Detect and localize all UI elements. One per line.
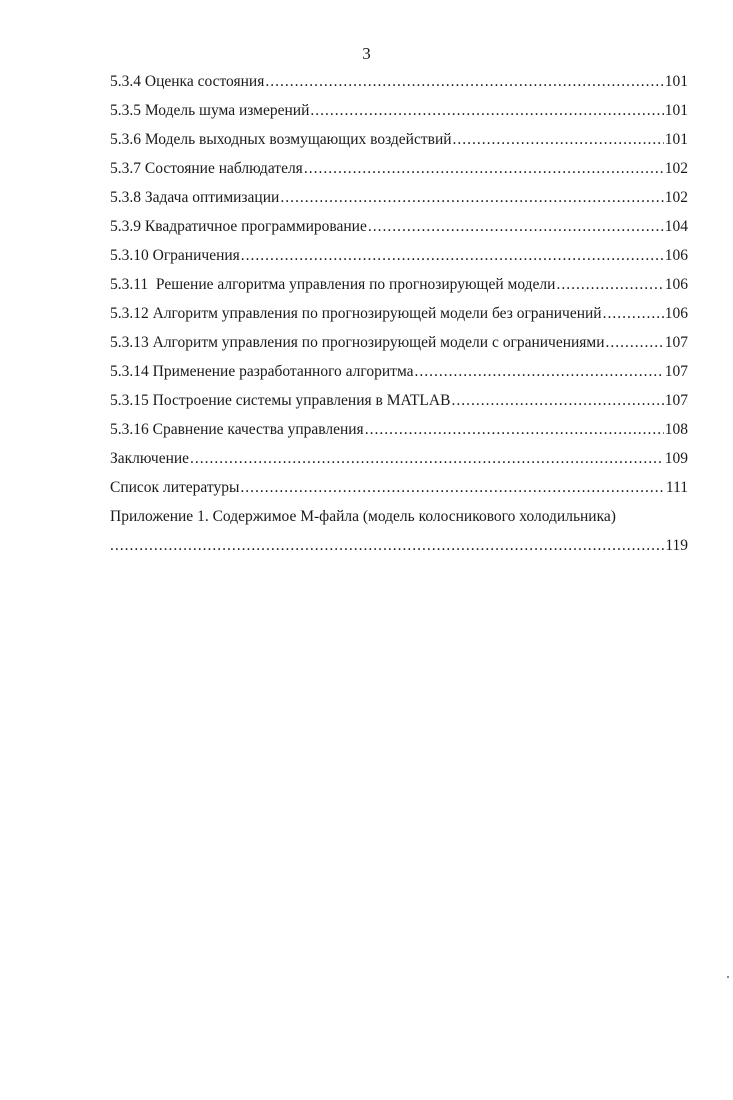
toc-dot-leader	[241, 246, 664, 265]
toc-entry-page: 109	[664, 450, 688, 467]
toc-dot-leader	[453, 130, 664, 149]
toc-entry-5-3-7[interactable]	[110, 159, 688, 188]
toc-entry-page: 111	[665, 479, 688, 496]
toc-entry-5-3-4[interactable]	[110, 72, 688, 101]
toc-entry-5-3-15[interactable]	[110, 391, 688, 420]
toc-entry-page: 102	[664, 189, 688, 206]
toc-entry-title: 5.3.11 Решение алгоритма управления по прогнозирующей модели	[110, 276, 556, 293]
toc-entry-continuation	[110, 536, 688, 565]
toc-entry-title: 5.3.10 Ограничения	[110, 247, 240, 264]
toc-entry-5-3-13[interactable]	[110, 333, 688, 362]
toc-entry-title: 5.3.15 Построение системы управления в MATLAB	[110, 392, 451, 409]
toc-entry-title: Список литературы	[110, 479, 240, 496]
toc-dot-leader	[556, 275, 663, 294]
toc-dot-leader	[304, 159, 664, 178]
toc-entry-page: 106	[664, 305, 688, 322]
toc-dot-leader	[190, 449, 664, 468]
toc-entry-title: 5.3.8 Задача оптимизации	[110, 189, 280, 206]
toc-dot-leader	[265, 72, 663, 91]
toc-entry-5-3-12[interactable]	[110, 304, 688, 333]
page-number: 3	[362, 44, 371, 63]
toc-entry-page: 107	[664, 363, 688, 380]
toc-entry-title: 5.3.4 Оценка состояния	[110, 73, 265, 90]
toc-entry-title: 5.3.7 Состояние наблюдателя	[110, 160, 303, 177]
toc-entry-title: 5.3.5 Модель шума измерений	[110, 102, 310, 119]
toc-dot-leader	[368, 217, 664, 236]
toc-entry-title: Заключение	[110, 450, 190, 467]
toc-dot-leader	[280, 188, 663, 207]
toc-dot-leader	[451, 391, 663, 410]
toc-entry-page: 108	[664, 421, 688, 438]
toc-entry-5-3-11[interactable]	[110, 275, 688, 304]
toc-entry-title: 5.3.6 Модель выходных возмущающих воздействий	[110, 131, 452, 148]
toc-entry-references[interactable]	[110, 478, 688, 507]
toc-entry-5-3-9[interactable]	[110, 217, 688, 246]
toc-entry-5-3-10[interactable]	[110, 246, 688, 275]
toc-entry-conclusion[interactable]	[110, 449, 688, 478]
table-of-contents	[110, 72, 688, 565]
toc-dot-leader	[415, 362, 664, 381]
toc-entry-5-3-8[interactable]	[110, 188, 688, 217]
toc-entry-page: 102	[664, 160, 688, 177]
toc-entry-title: 5.3.14 Применение разработанного алгоритма	[110, 363, 414, 380]
toc-dot-leader	[240, 478, 665, 497]
toc-dot-leader	[365, 420, 664, 439]
toc-entry-page: 107	[664, 334, 688, 351]
toc-entry-5-3-6[interactable]	[110, 130, 688, 159]
toc-entry-title: 5.3.16 Сравнение качества управления	[110, 421, 364, 438]
toc-entry-title: Приложение 1. Содержимое М-файла (модель колосникового холодильника)	[110, 508, 616, 525]
toc-dot-leader	[310, 101, 663, 120]
toc-entry-page: 101	[664, 73, 688, 90]
toc-entry-title: 5.3.9 Квадратичное программирование	[110, 218, 367, 235]
toc-entry-page: 106	[664, 276, 688, 293]
toc-entry-5-3-5[interactable]	[110, 101, 688, 130]
toc-entry-page: 106	[664, 247, 688, 264]
toc-entry-page: 101	[664, 102, 688, 119]
toc-entry-5-3-16[interactable]	[110, 420, 688, 449]
toc-entry-5-3-14[interactable]	[110, 362, 688, 391]
scan-speck	[727, 976, 729, 978]
toc-entry-appendix-1[interactable]	[110, 507, 688, 565]
toc-entry-page: 101	[664, 131, 688, 148]
toc-entry-page: 119	[665, 537, 688, 554]
toc-dot-leader	[603, 304, 664, 323]
toc-dot-leader	[110, 536, 664, 555]
toc-entry-page: 104	[664, 218, 688, 235]
toc-entry-title: 5.3.13 Алгоритм управления по прогнозирующей модели с ограничениями	[110, 334, 605, 351]
toc-entry-title: 5.3.12 Алгоритм управления по прогнозирующей модели без ограничений	[110, 305, 602, 322]
toc-entry-page: 107	[664, 392, 688, 409]
toc-dot-leader	[606, 333, 664, 352]
